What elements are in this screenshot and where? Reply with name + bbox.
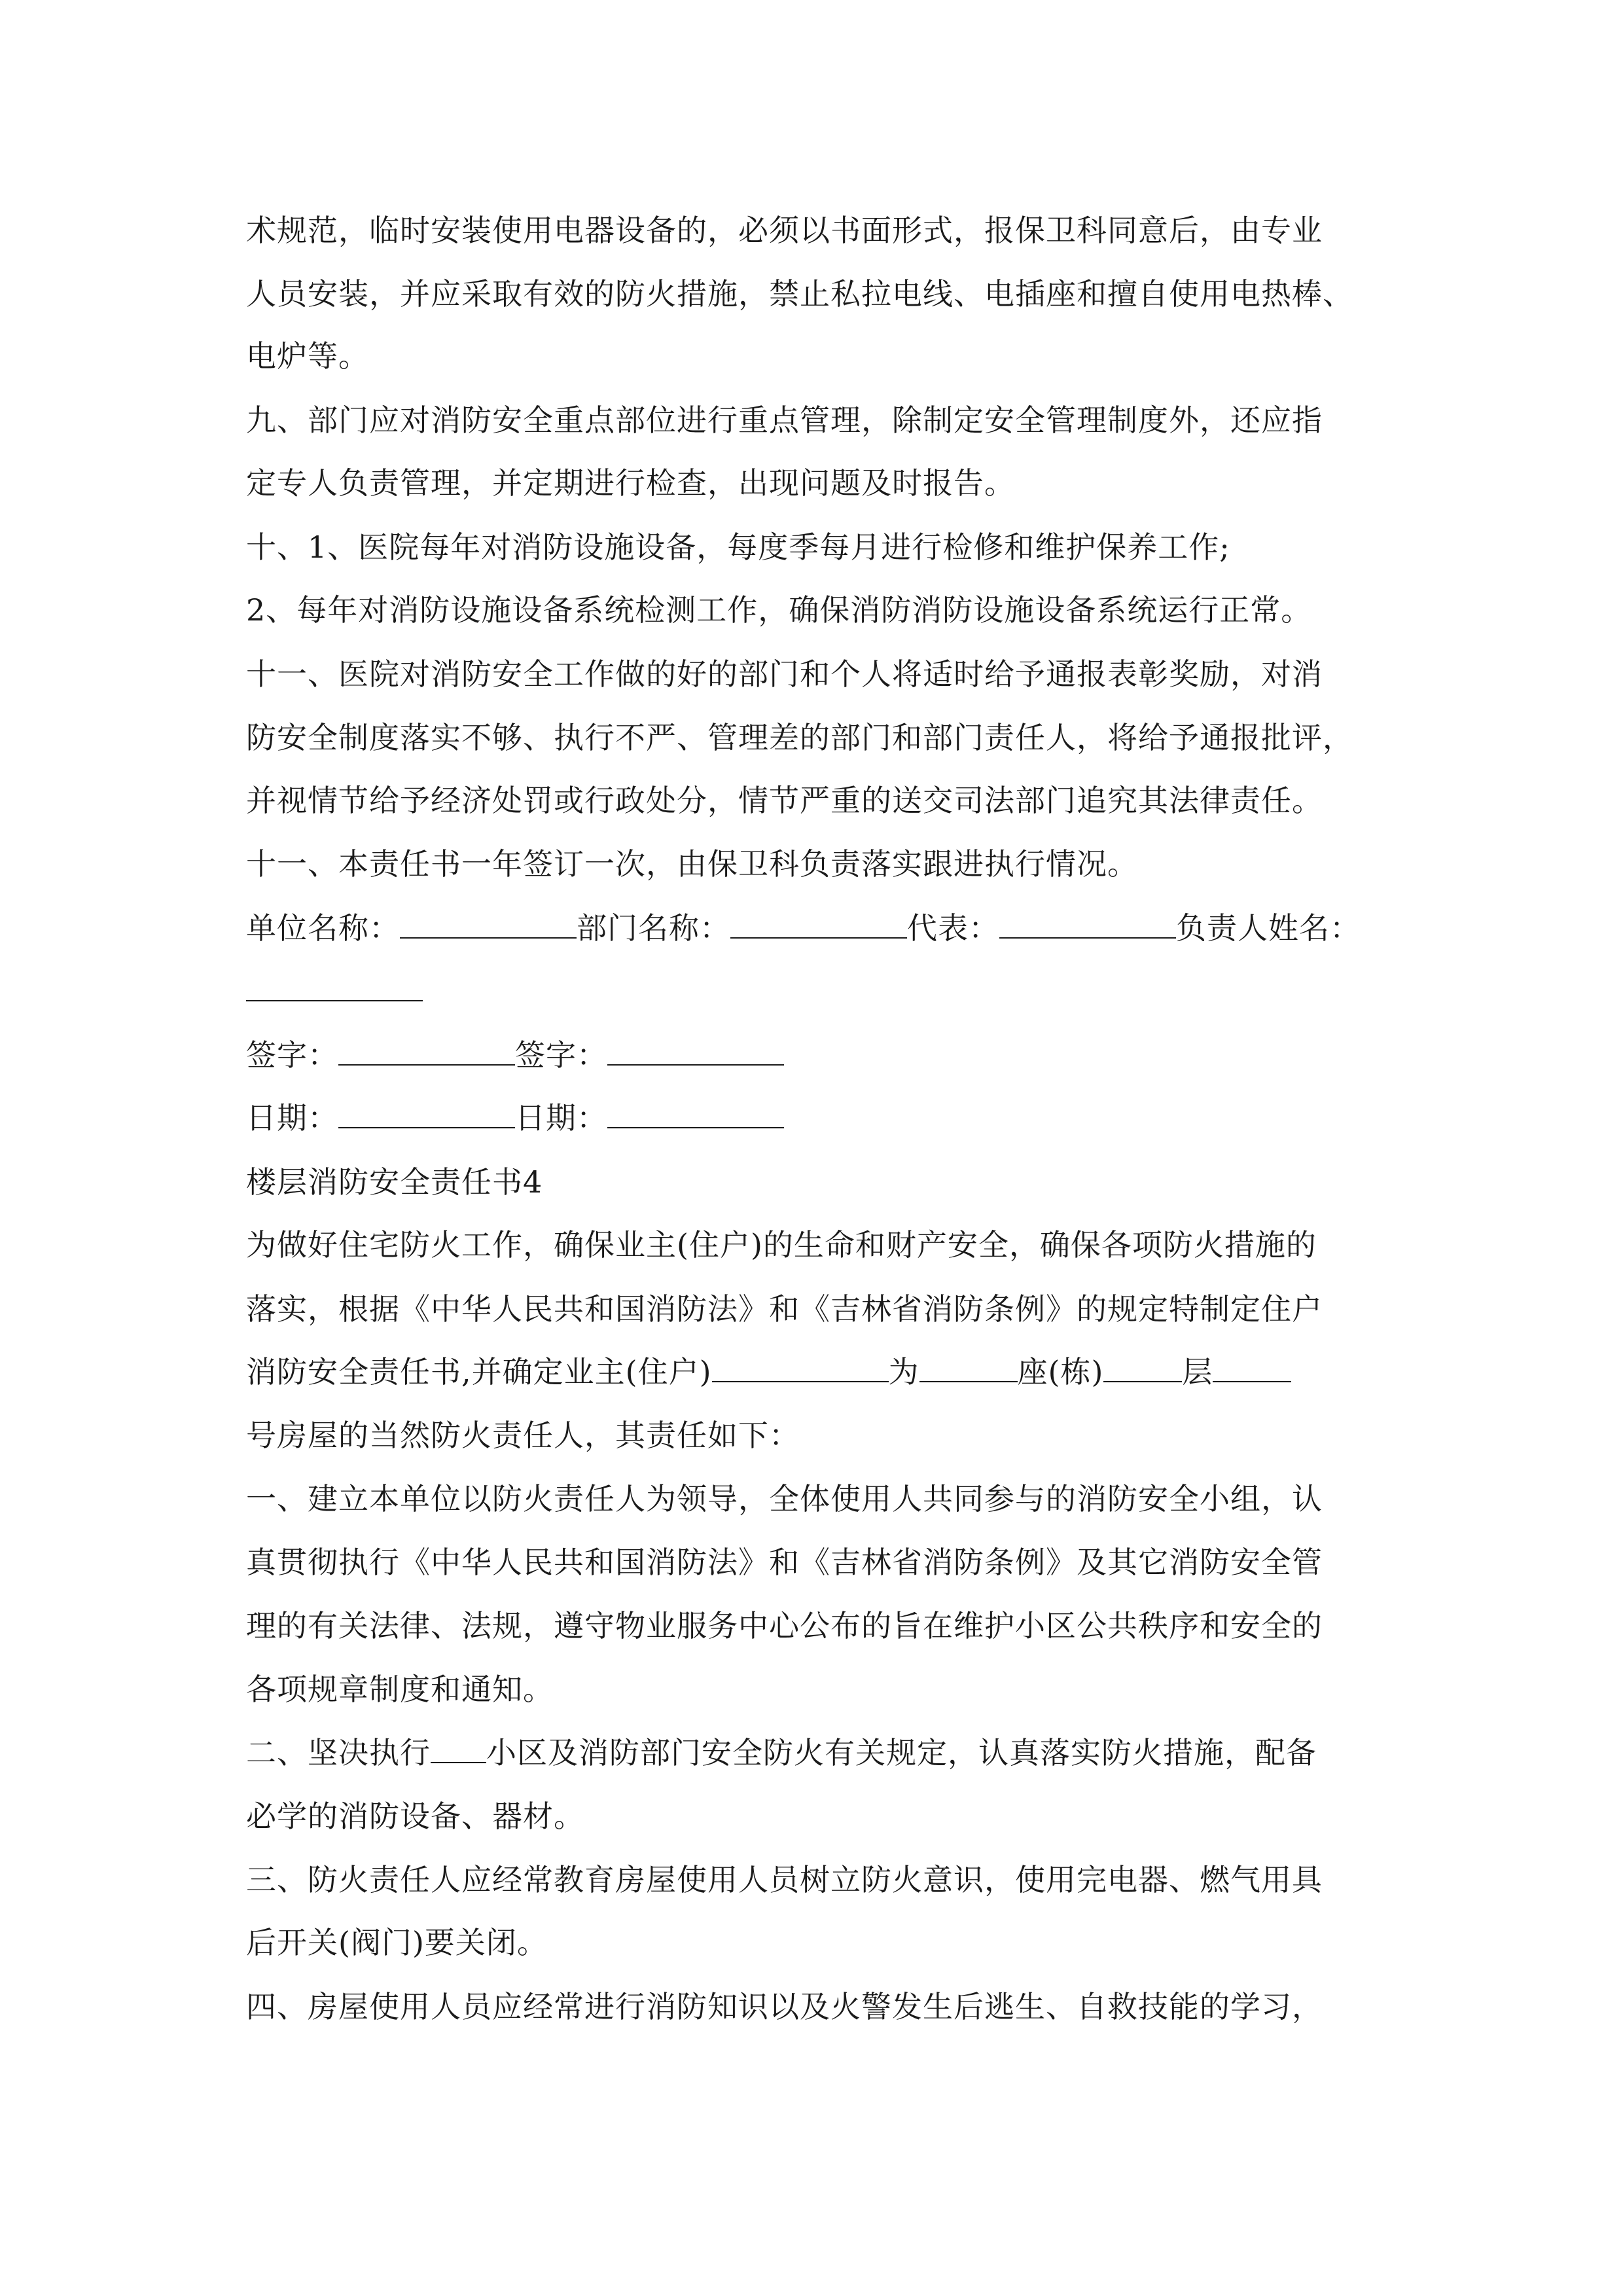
paragraph-line: 十、1、医院每年对消防设施设备，每度季每月进行检修和维护保养工作; xyxy=(246,529,1230,565)
date-label: 日期： xyxy=(246,1100,338,1136)
person-in-charge-blank xyxy=(246,971,423,1001)
owner-blank xyxy=(712,1352,889,1382)
paragraph-line: 号房屋的当然防火责任人，其责任如下： xyxy=(246,1418,800,1453)
community-blank xyxy=(431,1733,486,1763)
paragraph-line: 人员安装，并应采取有效的防火措施，禁止私拉电线、电插座和擅自使用电热棒、 xyxy=(246,276,1353,312)
paragraph-line: 电炉等。 xyxy=(246,338,369,374)
paragraph-line: 真贯彻执行《中华人民共和国消防法》和《吉林省消防条例》及其它消防安全管 xyxy=(246,1545,1323,1580)
fill-in-line xyxy=(246,1352,1398,1391)
form-row-continuation xyxy=(246,971,1398,1011)
sign-label: 签字： xyxy=(515,1037,607,1073)
form-row-date xyxy=(246,1098,1398,1138)
building-blank xyxy=(919,1352,1018,1382)
paragraph-line: 十一、医院对消防安全工作做的好的部门和个人将适时给予通报表彰奖励，对消 xyxy=(246,656,1323,692)
fill-text-c: 座(栋) xyxy=(1017,1354,1104,1390)
item-two-line xyxy=(246,1733,1398,1772)
unit-name-blank xyxy=(400,908,577,939)
fill-text-b: 为 xyxy=(888,1354,919,1390)
paragraph-line: 为做好住宅防火工作，确保业主(住户)的生命和财产安全，确保各项防火措施的 xyxy=(246,1227,1317,1263)
paragraph-line: 后开关(阀门)要关闭。 xyxy=(246,1925,548,1960)
floor-blank xyxy=(1103,1352,1182,1382)
dept-name-label: 部门名称： xyxy=(577,910,730,946)
paragraph-line: 十一、本责任书一年签订一次，由保卫科负责落实跟进执行情况。 xyxy=(246,846,1138,882)
paragraph-line: 一、建立本单位以防火责任人为领导，全体使用人共同参与的消防安全小组，认 xyxy=(246,1481,1323,1516)
paragraph-line: 并视情节给予经济处罚或行政处分，情节严重的送交司法部门追究其法律责任。 xyxy=(246,783,1323,818)
paragraph-line: 理的有关法律、法规，遵守物业服务中心公布的旨在维护小区公共秩序和安全的 xyxy=(246,1608,1323,1643)
dept-name-blank xyxy=(730,908,907,939)
unit-name-label: 单位名称： xyxy=(246,910,400,946)
paragraph-line: 2、每年对消防设施设备系统检测工作，确保消防消防设施设备系统运行正常。 xyxy=(246,592,1312,628)
representative-blank xyxy=(999,908,1176,939)
paragraph-line: 定专人负责管理，并定期进行检查，出现问题及时报告。 xyxy=(246,465,1015,501)
person-in-charge-label: 负责人姓名： xyxy=(1176,910,1361,946)
fill-text-d: 层 xyxy=(1182,1354,1213,1390)
paragraph-line: 各项规章制度和通知。 xyxy=(246,1672,554,1707)
sign-blank xyxy=(338,1035,515,1066)
fill-text-a: 消防安全责任书,并确定业主(住户) xyxy=(246,1354,712,1390)
item-two-pre: 二、坚决执行 xyxy=(246,1735,431,1770)
room-blank xyxy=(1213,1352,1291,1382)
item-two-post: 小区及消防部门安全防火有关规定，认真落实防火措施，配备 xyxy=(486,1735,1317,1770)
paragraph-line: 必学的消防设备、器材。 xyxy=(246,1799,584,1834)
date-label: 日期： xyxy=(515,1100,607,1136)
form-row-sign xyxy=(246,1035,1398,1075)
paragraph-line: 三、防火责任人应经常教育房屋使用人员树立防火意识，使用完电器、燃气用具 xyxy=(246,1862,1323,1897)
paragraph-line: 落实，根据《中华人民共和国消防法》和《吉林省消防条例》的规定特制定住户 xyxy=(246,1291,1323,1327)
paragraph-line: 术规范，临时安装使用电器设备的，必须以书面形式，报保卫科同意后，由专业 xyxy=(246,213,1323,248)
representative-label: 代表： xyxy=(907,910,999,946)
sign-blank xyxy=(607,1035,784,1066)
paragraph-line: 四、房屋使用人员应经常进行消防知识以及火警发生后逃生、自救技能的学习， xyxy=(246,1989,1323,2024)
paragraph-line: 九、部门应对消防安全重点部位进行重点管理，除制定安全管理制度外，还应指 xyxy=(246,403,1323,438)
sign-label: 签字： xyxy=(246,1037,338,1073)
date-blank xyxy=(607,1098,784,1128)
section-title: 楼层消防安全责任书4 xyxy=(246,1164,543,1200)
form-row-names xyxy=(246,908,1398,948)
paragraph-line: 防安全制度落实不够、执行不严、管理差的部门和部门责任人，将给予通报批评， xyxy=(246,720,1353,755)
date-blank xyxy=(338,1098,515,1128)
